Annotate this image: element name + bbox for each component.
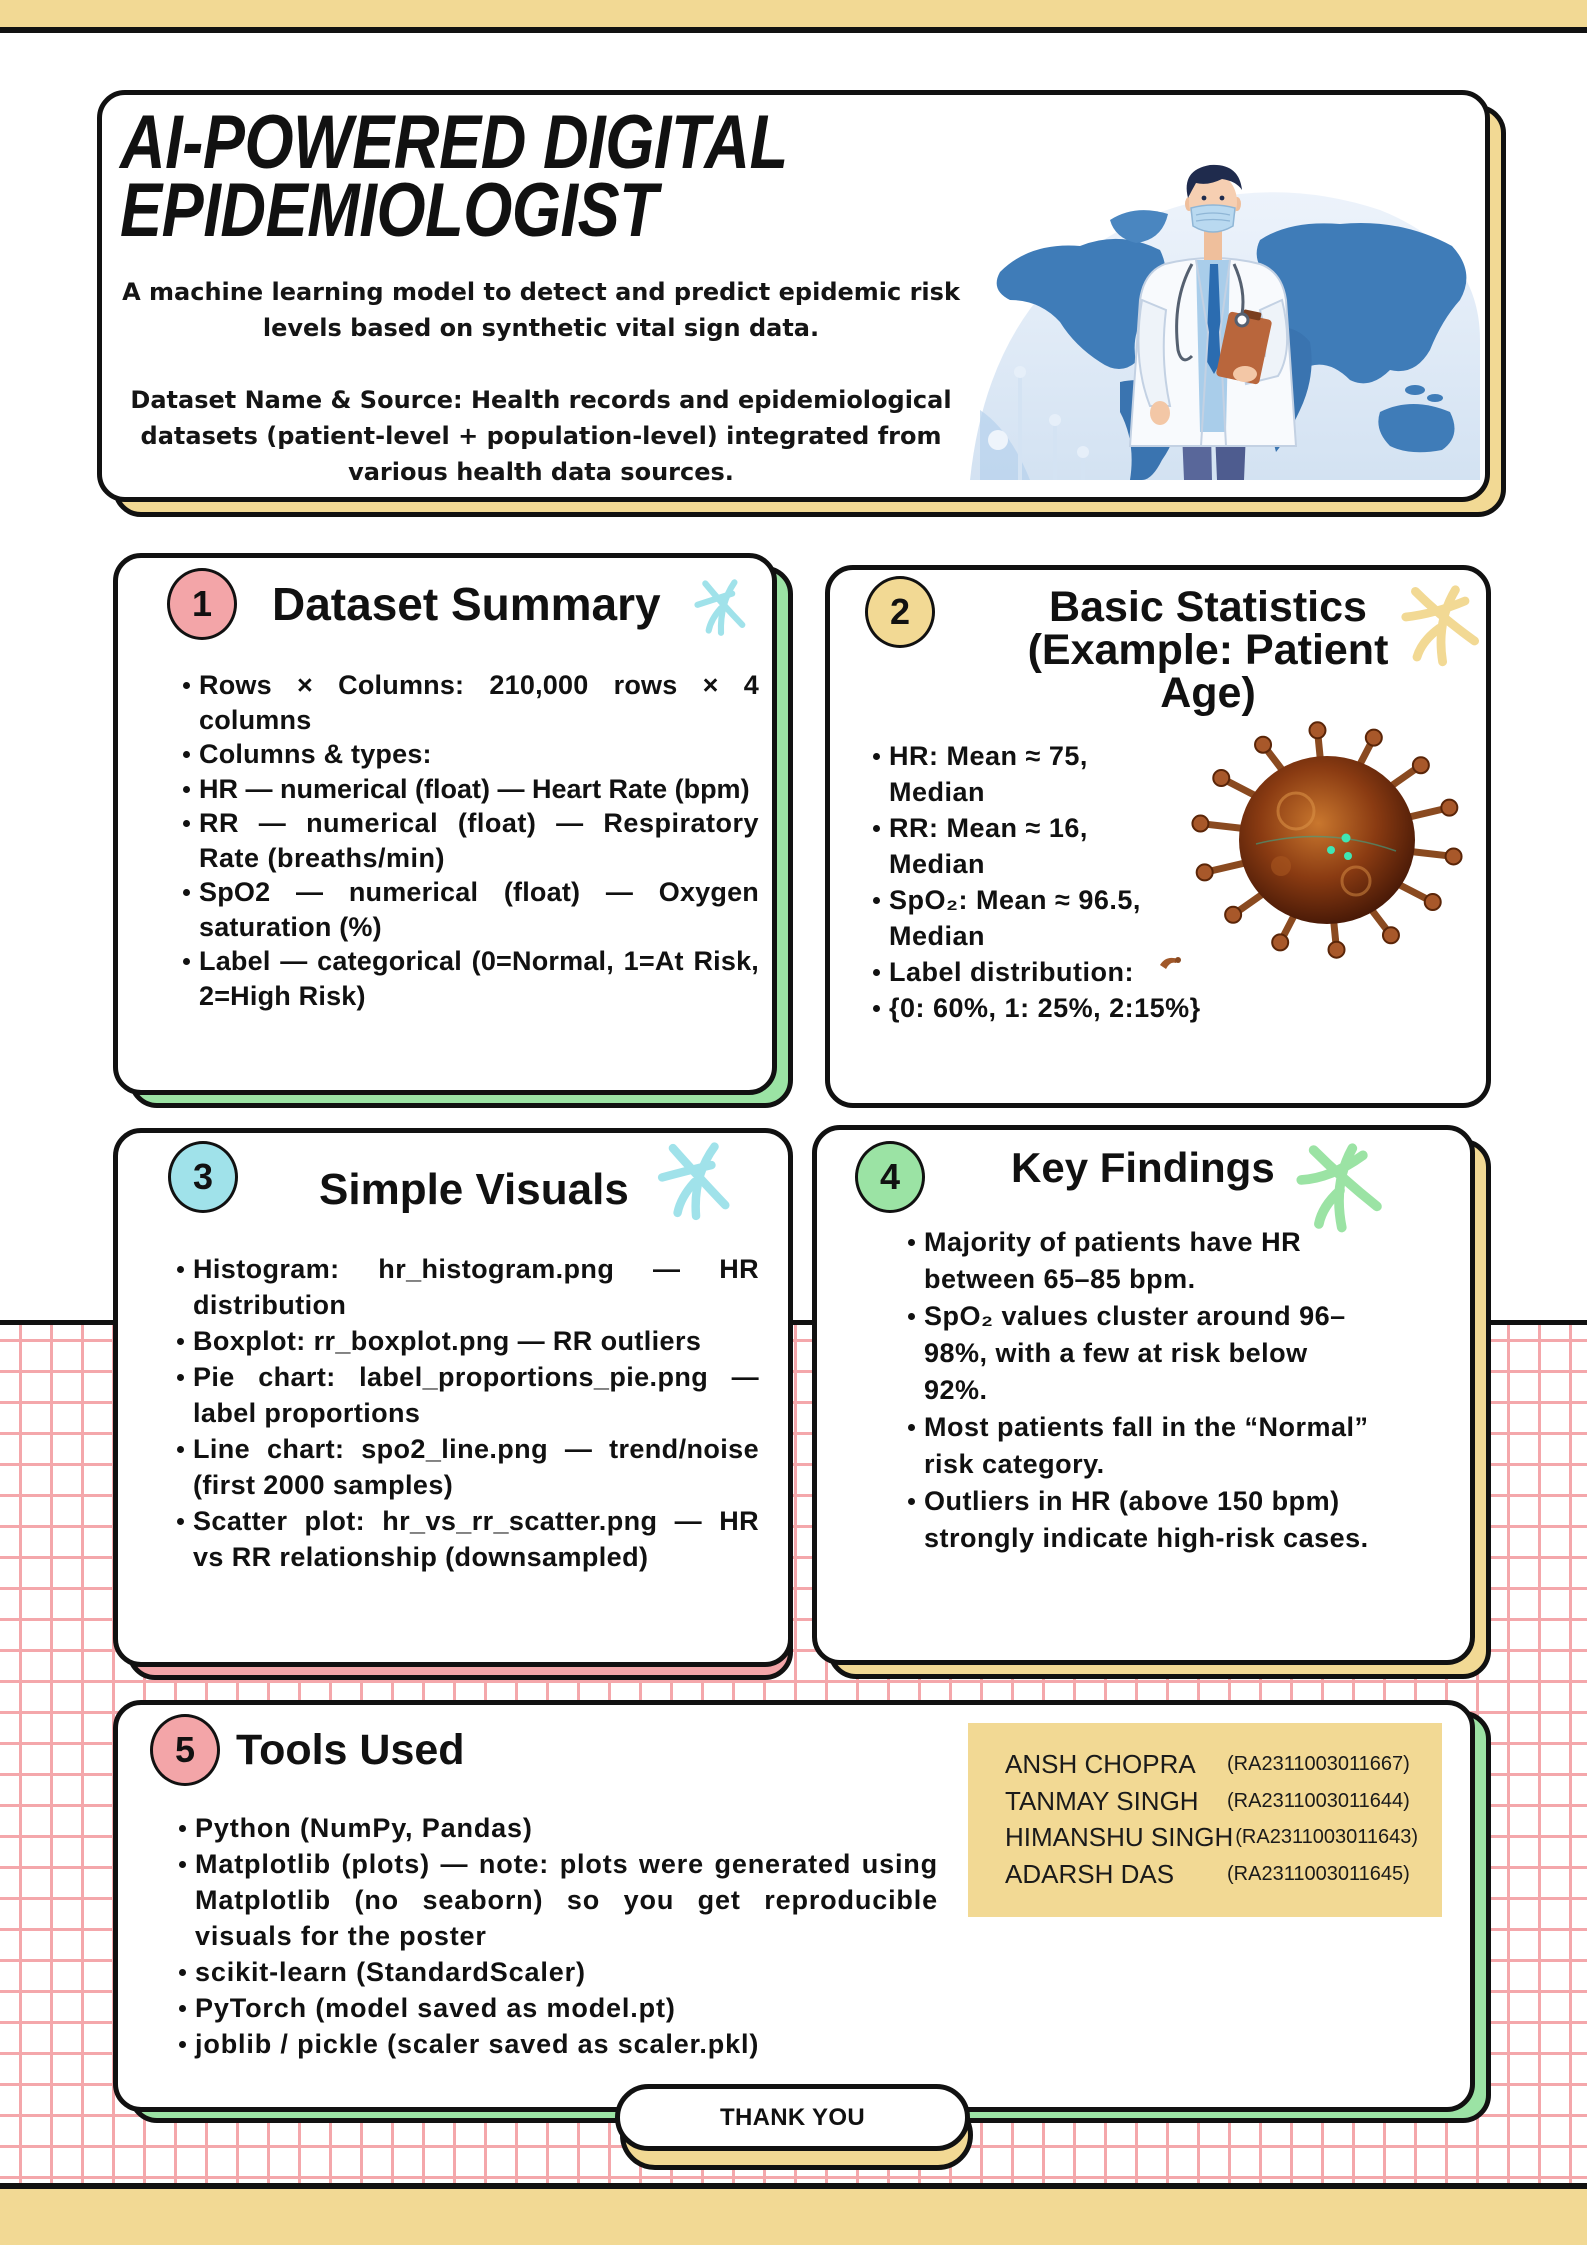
section-dataset-summary	[113, 553, 777, 1095]
member-register-id: (RA2311003011667)	[1227, 1753, 1410, 1775]
virus-spike-head	[1425, 894, 1441, 910]
virus-spike-head	[1446, 848, 1462, 864]
list-item-text: Most patients fall in the “Normal” risk category.	[924, 1412, 1369, 1479]
list-item-text: PyTorch (model saved as model.pt)	[195, 1993, 676, 2023]
bullet-icon	[908, 1424, 915, 1431]
section-number-badge: 3	[168, 1141, 238, 1213]
list-item-text: {0: 60%, 1: 25%, 2:15%}	[889, 993, 1201, 1023]
member-register-id: (RA2311003011645)	[1227, 1863, 1410, 1885]
section-number-badge: 1	[167, 568, 237, 640]
top-band	[0, 0, 1587, 33]
header-box	[97, 90, 1490, 502]
bullet-icon	[177, 1446, 184, 1453]
list-item-text: SpO₂ values cluster around 96–98%, with a few at risk below 92%.	[924, 1301, 1346, 1405]
list-item	[872, 990, 1201, 1026]
bullet-icon	[873, 969, 880, 976]
list-item	[178, 1810, 938, 1846]
section-title: Simple Visuals	[319, 1165, 629, 1214]
list-item-text: RR: Mean ≈ 16, Median	[889, 813, 1088, 879]
dataset-source: Dataset Name & Source: Health records and epidemiological datasets (patient-level + population-level) integrated from various health data sources.	[130, 386, 952, 486]
bullet-icon	[177, 1266, 184, 1273]
list-item-text: joblib / pickle (scaler saved as scaler.pkl)	[195, 2029, 760, 2059]
bullet-icon	[183, 751, 190, 758]
section-title: Tools Used	[236, 1726, 465, 1774]
list-item-text: SpO2 — numerical (float) — Oxygen saturation (%)	[199, 877, 759, 942]
list-item	[178, 1990, 938, 2026]
team-member-row	[1005, 1746, 1410, 1782]
virus-illustration	[1186, 716, 1468, 963]
bullet-icon	[183, 682, 190, 689]
virus-spike-head	[1329, 942, 1345, 958]
tools-list	[178, 1810, 938, 2062]
bullet-icon	[179, 1861, 186, 1868]
list-item	[182, 737, 759, 772]
virus-spike-head	[1366, 730, 1382, 746]
virus-spike-head	[1309, 722, 1325, 738]
bullet-icon	[177, 1518, 184, 1525]
list-item	[176, 1431, 759, 1503]
list-item-text: Line chart: spo2_line.png — trend/noise (first 2000 samples)	[193, 1434, 759, 1500]
list-item	[907, 1409, 1394, 1483]
list-item	[176, 1359, 759, 1431]
bullet-icon	[873, 825, 880, 832]
virus-spike-head	[1383, 927, 1399, 943]
squiggle-star-icon	[693, 577, 749, 637]
bullet-icon	[908, 1313, 915, 1320]
key-findings-list	[907, 1224, 1394, 1557]
virus-spike-head	[1225, 907, 1241, 923]
member-name: HIMANSHU SINGH	[1005, 1822, 1234, 1852]
list-item-text: Columns & types:	[199, 739, 432, 769]
list-item	[182, 944, 759, 1013]
list-item-text: Label distribution:	[889, 957, 1134, 987]
bullet-icon	[183, 820, 190, 827]
virus-spike-head	[1255, 737, 1271, 753]
list-item	[178, 1954, 938, 1990]
member-register-id: (RA2311003011644)	[1227, 1790, 1410, 1812]
list-item	[178, 2026, 938, 2062]
list-item	[176, 1503, 759, 1575]
bullet-icon	[183, 786, 190, 793]
bullet-icon	[179, 1969, 186, 1976]
bullet-icon	[177, 1374, 184, 1381]
squiggle-star-icon	[1296, 1139, 1384, 1235]
list-item-text: RR — numerical (float) — Respiratory Rate (breaths/min)	[199, 808, 759, 873]
list-item	[178, 1846, 938, 1954]
dataset-summary-list	[182, 668, 759, 1013]
poster-title-line-2: EPIDEMIOLOGIST	[120, 168, 658, 253]
list-item	[907, 1298, 1359, 1409]
virus-spike-head	[1213, 770, 1229, 786]
virus-spike-head	[1413, 757, 1429, 773]
list-item	[907, 1483, 1394, 1557]
member-name: TANMAY SINGH	[1005, 1786, 1199, 1816]
virus-spike-head	[1192, 816, 1208, 832]
squiggle-star-icon	[1401, 580, 1481, 670]
doctor-world-map-illustration	[960, 160, 1480, 480]
list-item-text: HR — numerical (float) — Heart Rate (bpm)	[199, 773, 750, 804]
virus-spike-head	[1197, 864, 1213, 880]
section-number-badge: 5	[150, 1714, 220, 1786]
section-number-badge: 2	[865, 576, 935, 648]
member-name: ANSH CHOPRA	[1005, 1749, 1196, 1779]
bullet-icon	[873, 753, 880, 760]
bullet-icon	[183, 889, 190, 896]
list-item-text: Matplotlib (plots) — note: plots were generated using Matplotlib (no seaborn) so you get reproducible visuals for the poster	[195, 1849, 938, 1951]
bottom-band	[0, 2183, 1587, 2245]
list-item	[872, 954, 1179, 990]
list-item-text: Boxplot: rr_boxplot.png — RR outliers	[193, 1326, 702, 1356]
list-item	[182, 806, 759, 875]
list-item	[872, 882, 1179, 954]
section-title-line: Basic Statistics	[1049, 583, 1367, 631]
section-title-line: (Example: Patient	[1027, 626, 1389, 674]
section-title: Dataset Summary	[272, 578, 661, 630]
list-item-text: Outliers in HR (above 150 bpm) strongly indicate high-risk cases.	[924, 1486, 1369, 1553]
simple-visuals-list	[176, 1251, 759, 1575]
bullet-icon	[873, 1005, 880, 1012]
section-simple-visuals	[113, 1128, 793, 1667]
member-name: ADARSH DAS	[1005, 1859, 1175, 1889]
thank-you-banner: THANK YOU	[615, 2084, 970, 2151]
bullet-icon	[179, 2041, 186, 2048]
poster-title-line-1: AI-POWERED DIGITAL	[120, 100, 788, 185]
section-number-badge: 4	[855, 1141, 925, 1213]
bullet-icon	[183, 958, 190, 965]
section-title	[998, 583, 1418, 717]
section-key-findings	[812, 1125, 1475, 1665]
face-mask	[1191, 205, 1235, 232]
virus-spike-head	[1441, 800, 1457, 816]
bullet-icon	[873, 897, 880, 904]
team-member-row	[1005, 1856, 1410, 1892]
basic-statistics-list	[872, 738, 1201, 1026]
section-title: Key Findings	[1011, 1144, 1275, 1191]
list-item	[176, 1323, 759, 1359]
section-tools-used	[113, 1700, 1475, 2112]
list-item	[182, 772, 759, 807]
section-basic-statistics	[825, 565, 1491, 1108]
list-item-text: Majority of patients have HR between 65–85 bpm.	[924, 1227, 1302, 1294]
list-item-text: Pie chart: label_proportions_pie.png — label proportions	[193, 1362, 759, 1428]
bullet-icon	[908, 1498, 915, 1505]
bullet-icon	[179, 1825, 186, 1832]
continent-australia	[1378, 404, 1454, 452]
project-summary: A machine learning model to detect and predict epidemic risk levels based on synthetic vital sign data.	[122, 278, 960, 342]
list-item-text: scikit-learn (StandardScaler)	[195, 1957, 586, 1987]
list-item-text: Rows × Columns: 210,000 rows × 4 columns	[199, 670, 759, 735]
list-item-text: HR: Mean ≈ 75, Median	[889, 741, 1088, 807]
list-item	[907, 1224, 1394, 1298]
poster-description	[106, 274, 976, 490]
list-item-text: Python (NumPy, Pandas)	[195, 1813, 533, 1843]
section-title-line: Age)	[1160, 669, 1256, 717]
bullet-icon	[177, 1338, 184, 1345]
list-item	[182, 875, 759, 944]
list-item-text: Scatter plot: hr_vs_rr_scatter.png — HR vs RR relationship (downsampled)	[193, 1506, 759, 1572]
bullet-icon	[179, 2005, 186, 2012]
member-register-id: (RA2311003011643)	[1235, 1826, 1418, 1848]
list-item-text: SpO₂: Mean ≈ 96.5, Median	[889, 885, 1141, 951]
list-item-text: Label — categorical (0=Normal, 1=At Risk, 2=High Risk)	[199, 946, 759, 1011]
squiggle-star-icon	[656, 1139, 733, 1222]
list-item-text: Histogram: hr_histogram.png — HR distribution	[193, 1254, 759, 1320]
team-member-row	[1005, 1783, 1410, 1819]
virus-spike-head	[1272, 934, 1288, 950]
team-member-row	[1005, 1819, 1418, 1855]
virus-body	[1239, 756, 1415, 924]
list-item	[872, 810, 1179, 882]
bullet-icon	[908, 1239, 915, 1246]
list-item	[182, 668, 759, 737]
list-item	[872, 738, 1179, 810]
team-members-box	[968, 1723, 1442, 1917]
list-item	[176, 1251, 759, 1323]
